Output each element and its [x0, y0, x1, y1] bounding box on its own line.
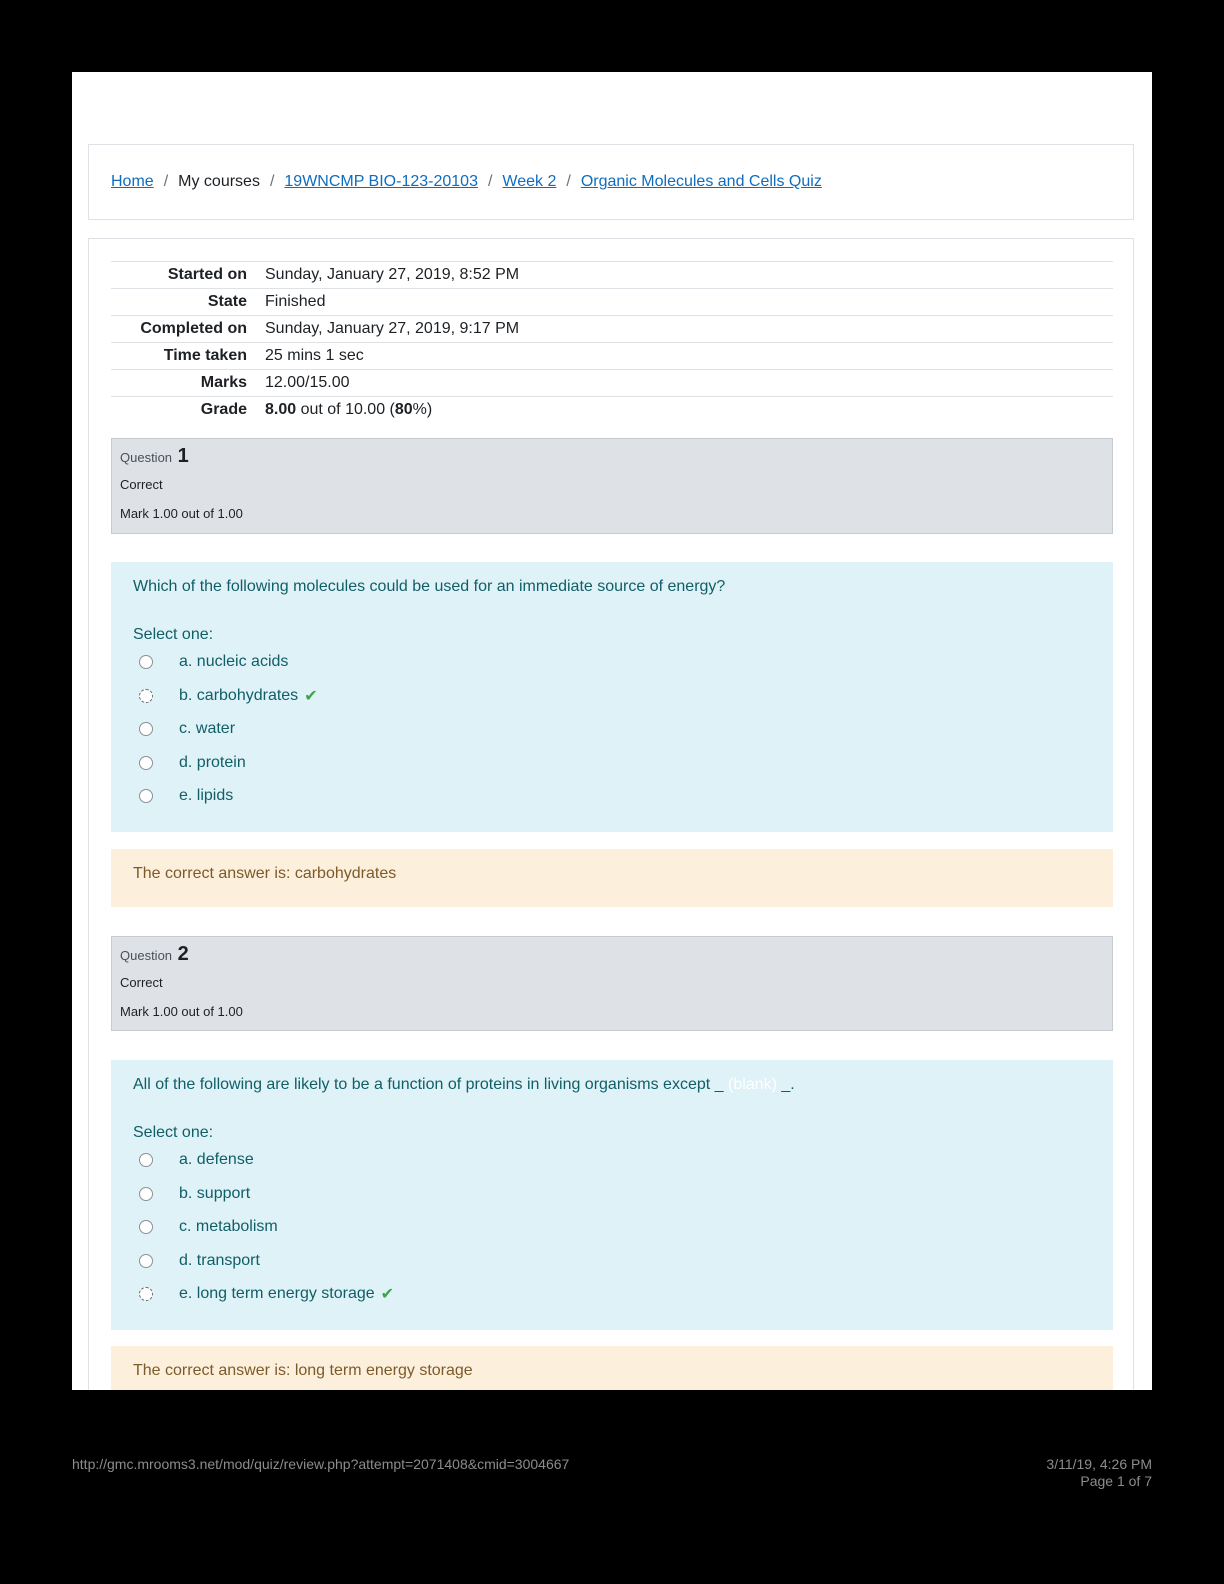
question-label: Question [120, 450, 173, 465]
question-mark: Mark 1.00 out of 1.00 [120, 1004, 243, 1019]
question-text: Which of the following molecules could be used for an immediate source of energy? [133, 578, 726, 595]
grade-score: 8.00 [265, 401, 297, 418]
question-text [133, 1076, 795, 1094]
question-label: Question [120, 948, 173, 963]
question-1-info [111, 438, 1113, 534]
question-state: Correct [120, 477, 163, 492]
printed-page [72, 72, 1152, 1390]
radio-button[interactable] [139, 655, 153, 669]
quiz-review-card [88, 238, 1134, 1390]
question-text-end: _. [781, 1076, 795, 1093]
summary-label: Time taken [163, 347, 247, 364]
breadcrumb-separator: / [163, 173, 169, 190]
answer-label: e. long term energy storage [179, 1285, 375, 1302]
select-one-label: Select one: [133, 626, 214, 643]
print-info [1046, 1456, 1152, 1490]
checkmark-icon: ✔ [304, 688, 318, 705]
radio-button[interactable] [139, 1220, 153, 1234]
question-1-feedback [111, 849, 1113, 907]
summary-value: 12.00/15.00 [265, 374, 350, 391]
radio-button-selected[interactable] [139, 1287, 153, 1301]
summary-value: Sunday, January 27, 2019, 8:52 PM [265, 266, 520, 283]
summary-label: Completed on [140, 320, 247, 337]
breadcrumb-home-link[interactable]: Home [111, 173, 154, 190]
select-one-label: Select one: [133, 1124, 214, 1141]
breadcrumb-my-courses: My courses [178, 173, 260, 190]
summary-row [111, 316, 1113, 343]
answer-option[interactable] [139, 784, 233, 808]
breadcrumb-separator: / [269, 173, 275, 190]
grade-suffix: %) [412, 401, 433, 418]
breadcrumb-separator: / [566, 173, 571, 190]
answer-option[interactable] [139, 650, 288, 674]
grade-value [263, 397, 1113, 424]
summary-label: Started on [167, 266, 247, 283]
summary-row [111, 343, 1113, 370]
answer-label: d. transport [179, 1252, 260, 1269]
summary-value: Sunday, January 27, 2019, 9:17 PM [265, 320, 520, 337]
attempt-summary-table [111, 261, 1113, 423]
answer-option[interactable] [139, 751, 246, 775]
question-mark: Mark 1.00 out of 1.00 [120, 506, 243, 521]
grade-out-of: out of 10.00 ( [296, 401, 395, 418]
answer-label: c. metabolism [179, 1218, 278, 1235]
question-blank: (blank) [728, 1076, 777, 1093]
question-state: Correct [120, 975, 163, 990]
question-2-feedback [111, 1346, 1113, 1390]
breadcrumb-week-link[interactable]: Week 2 [502, 173, 557, 190]
summary-row [111, 262, 1113, 289]
answer-option[interactable] [139, 717, 235, 741]
answer-option[interactable] [139, 1282, 394, 1306]
question-2-info [111, 936, 1113, 1031]
answer-option[interactable] [139, 1182, 250, 1206]
breadcrumb-card [88, 144, 1134, 220]
summary-value: 25 mins 1 sec [265, 347, 364, 364]
answer-label: a. nucleic acids [179, 653, 289, 670]
answer-label: e. lipids [179, 787, 234, 804]
breadcrumb-quiz-link[interactable]: Organic Molecules and Cells Quiz [580, 173, 822, 190]
summary-label: Marks [200, 374, 247, 391]
page-number: Page 1 of 7 [1080, 1473, 1152, 1489]
grade-label: Grade [200, 401, 247, 418]
breadcrumb-separator: / [487, 173, 493, 190]
radio-button-selected[interactable] [139, 689, 153, 703]
radio-button[interactable] [139, 722, 153, 736]
summary-value: Finished [265, 293, 326, 310]
answer-label: b. carbohydrates [179, 687, 299, 704]
answer-option[interactable] [139, 1215, 278, 1239]
summary-row [111, 370, 1113, 397]
answer-label: b. support [179, 1185, 251, 1202]
summary-row-grade [111, 397, 1113, 424]
answer-option[interactable] [139, 684, 318, 708]
question-text-main: All of the following are likely to be a function of proteins in living organisms except _ [133, 1076, 724, 1093]
checkmark-icon: ✔ [380, 1286, 395, 1303]
question-number [120, 943, 189, 966]
page-url: http://gmc.mrooms3.net/mod/quiz/review.php?attempt=2071408&cmid=3004667 [72, 1456, 570, 1472]
print-date: 3/11/19, 4:26 PM [1046, 1456, 1152, 1472]
radio-button[interactable] [139, 1254, 153, 1268]
answer-label: d. protein [179, 754, 246, 771]
question-number-value: 2 [177, 943, 189, 965]
radio-button[interactable] [139, 756, 153, 770]
correct-answer-text: The correct answer is: long term energy storage [133, 1362, 473, 1379]
grade-percent: 80 [394, 401, 413, 418]
question-number [120, 445, 189, 468]
breadcrumb-course-link[interactable]: 19WNCMP BIO-123-20103 [284, 173, 478, 190]
question-2-content [111, 1060, 1113, 1330]
radio-button[interactable] [139, 1153, 153, 1167]
summary-label: State [207, 293, 247, 310]
radio-button[interactable] [139, 1187, 153, 1201]
question-number-value: 1 [177, 445, 189, 467]
breadcrumb [111, 173, 822, 191]
answer-option[interactable] [139, 1249, 260, 1273]
question-1-content [111, 562, 1113, 832]
radio-button[interactable] [139, 789, 153, 803]
answer-label: a. defense [179, 1151, 254, 1168]
summary-row [111, 289, 1113, 316]
answer-label: c. water [179, 720, 236, 737]
correct-answer-text: The correct answer is: carbohydrates [133, 865, 397, 882]
answer-option[interactable] [139, 1148, 254, 1172]
